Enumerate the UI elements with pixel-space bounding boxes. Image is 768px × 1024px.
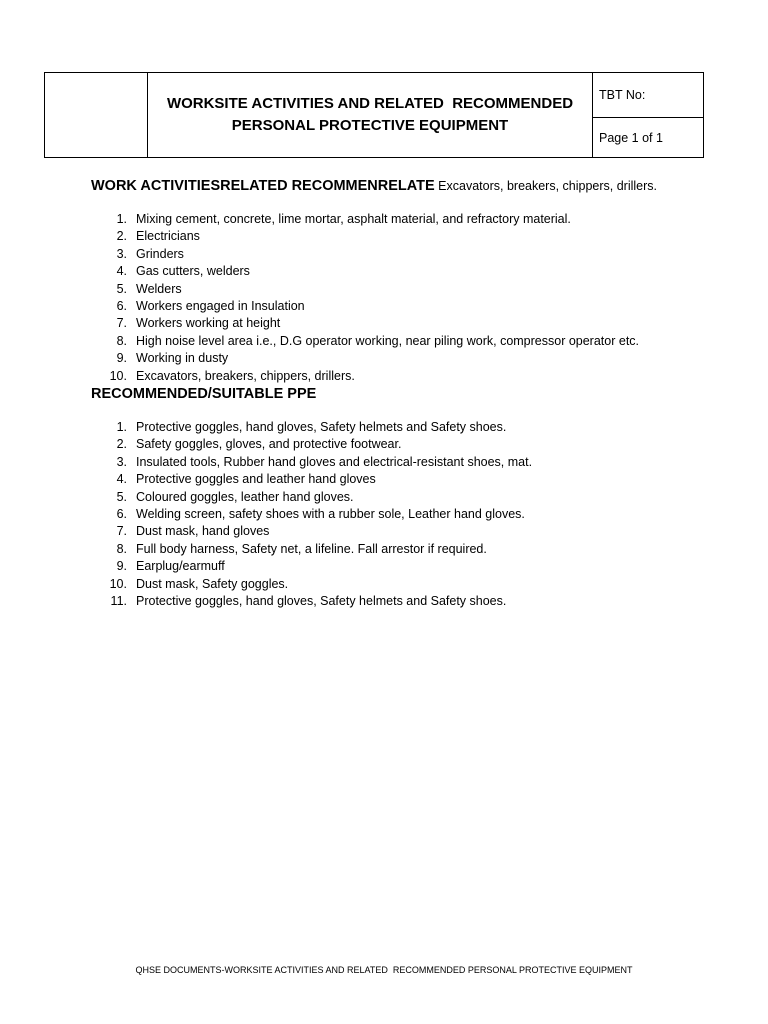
work-activity-item [0, 281, 760, 298]
work-activities-heading [91, 178, 657, 194]
work-activity-item-text: Electricians [136, 229, 200, 244]
work-activity-item-text: Workers engaged in Insulation [136, 298, 305, 313]
work-activity-item-number: 4. [116, 264, 127, 279]
recommended-ppe-item-number: 7. [116, 524, 127, 539]
work-activity-item-text: Gas cutters, welders [136, 264, 250, 279]
recommended-ppe-item [0, 593, 760, 610]
recommended-ppe-item-text: Full body harness, Safety net, a lifeline. Fall arrestor if required. [136, 541, 487, 556]
work-activity-item-number: 5. [116, 281, 127, 296]
work-activity-item-text: Working in dusty [136, 351, 229, 366]
recommended-ppe-item-text: Safety goggles, gloves, and protective footwear. [136, 437, 402, 452]
recommended-ppe-item [0, 523, 760, 540]
work-activity-item-text: Workers working at height [136, 316, 281, 331]
recommended-ppe-item-text: Protective goggles, hand gloves, Safety helmets and Safety shoes. [136, 593, 507, 608]
recommended-ppe-item-number: 10. [109, 576, 127, 591]
work-activity-item-number: 1. [116, 212, 127, 226]
recommended-ppe-item-number: 2. [116, 437, 127, 452]
work-activity-item [0, 350, 760, 367]
recommended-ppe-item [0, 454, 760, 471]
work-activity-item [0, 315, 760, 332]
work-activities-heading-text: WORK ACTIVITIESRELATED RECOMMENRELATE [91, 178, 435, 194]
work-activities-list [0, 211, 760, 385]
recommended-ppe-item-text: Earplug/earmuff [136, 559, 225, 574]
recommended-ppe-item-number: 1. [116, 420, 127, 434]
recommended-ppe-item-text: Dust mask, Safety goggles. [136, 576, 289, 591]
recommended-ppe-item [0, 436, 760, 453]
work-activity-item-text: Grinders [136, 246, 184, 261]
work-activity-item-text: Welders [136, 281, 182, 296]
work-activity-item-text: High noise level area i.e., D.G operator working, near piling work, compressor operator etc. [136, 333, 640, 348]
recommended-ppe-item-number: 9. [116, 559, 127, 574]
recommended-ppe-item-number: 3. [116, 454, 127, 469]
recommended-ppe-item [0, 419, 760, 436]
work-activity-item [0, 263, 760, 280]
work-activity-item [0, 211, 760, 228]
work-activity-item-number: 8. [116, 333, 127, 348]
tbt-number-cell: TBT No: [593, 73, 703, 118]
document-title-line-2: PERSONAL PROTECTIVE EQUIPMENT [231, 117, 509, 134]
recommended-ppe-item [0, 506, 760, 523]
recommended-ppe-item [0, 576, 760, 593]
recommended-ppe-item-number: 8. [116, 541, 127, 556]
recommended-ppe-item-text: Protective goggles, hand gloves, Safety helmets and Safety shoes. [136, 420, 507, 434]
work-activity-item-text: Mixing cement, concrete, lime mortar, asphalt material, and refractory material. [136, 212, 571, 226]
recommended-ppe-item-number: 5. [116, 489, 127, 504]
page-footer: QHSE DOCUMENTS-WORKSITE ACTIVITIES AND RELATED RECOMMENDED PERSONAL PROTECTIVE EQUIPMENT [135, 965, 633, 975]
work-activity-item-number: 10. [109, 368, 127, 383]
recommended-ppe-item-text: Insulated tools, Rubber hand gloves and electrical-resistant shoes, mat. [136, 454, 533, 469]
recommended-ppe-item-text: Protective goggles and leather hand gloves [136, 472, 376, 487]
document-header-table [44, 72, 704, 158]
work-activity-item [0, 246, 760, 263]
work-activity-item-number: 3. [116, 246, 127, 261]
work-activity-item [0, 298, 760, 315]
recommended-ppe-item [0, 558, 760, 575]
recommended-ppe-item-number: 4. [116, 472, 127, 487]
work-activity-item-text: Excavators, breakers, chippers, drillers. [136, 368, 355, 383]
work-activity-item-number: 2. [116, 229, 127, 244]
recommended-ppe-list [0, 419, 760, 610]
document-title [148, 73, 593, 157]
document-title-line-1: WORKSITE ACTIVITIES AND RELATED RECOMMENDED [166, 95, 574, 112]
recommended-ppe-item-text: Dust mask, hand gloves [136, 524, 270, 539]
page-number-cell: Page 1 of 1 [599, 131, 663, 145]
recommended-ppe-item-text: Coloured goggles, leather hand gloves. [136, 489, 354, 504]
logo-cell [45, 73, 148, 157]
work-activity-item-number: 6. [116, 298, 127, 313]
recommended-ppe-item [0, 471, 760, 488]
recommended-ppe-item [0, 489, 760, 506]
work-activity-item [0, 333, 760, 350]
work-activity-item [0, 368, 760, 385]
work-activity-item [0, 228, 760, 245]
recommended-ppe-item-number: 11. [110, 593, 127, 608]
work-activities-heading-tail: Excavators, breakers, chippers, drillers. [434, 179, 658, 193]
work-activity-item-number: 9. [116, 351, 127, 366]
recommended-ppe-item-number: 6. [116, 506, 127, 521]
recommended-ppe-item [0, 541, 760, 558]
recommended-ppe-heading: RECOMMENDED/SUITABLE PPE [91, 386, 317, 402]
work-activity-item-number: 7. [116, 316, 127, 331]
recommended-ppe-item-text: Welding screen, safety shoes with a rubber sole, Leather hand gloves. [136, 506, 525, 521]
